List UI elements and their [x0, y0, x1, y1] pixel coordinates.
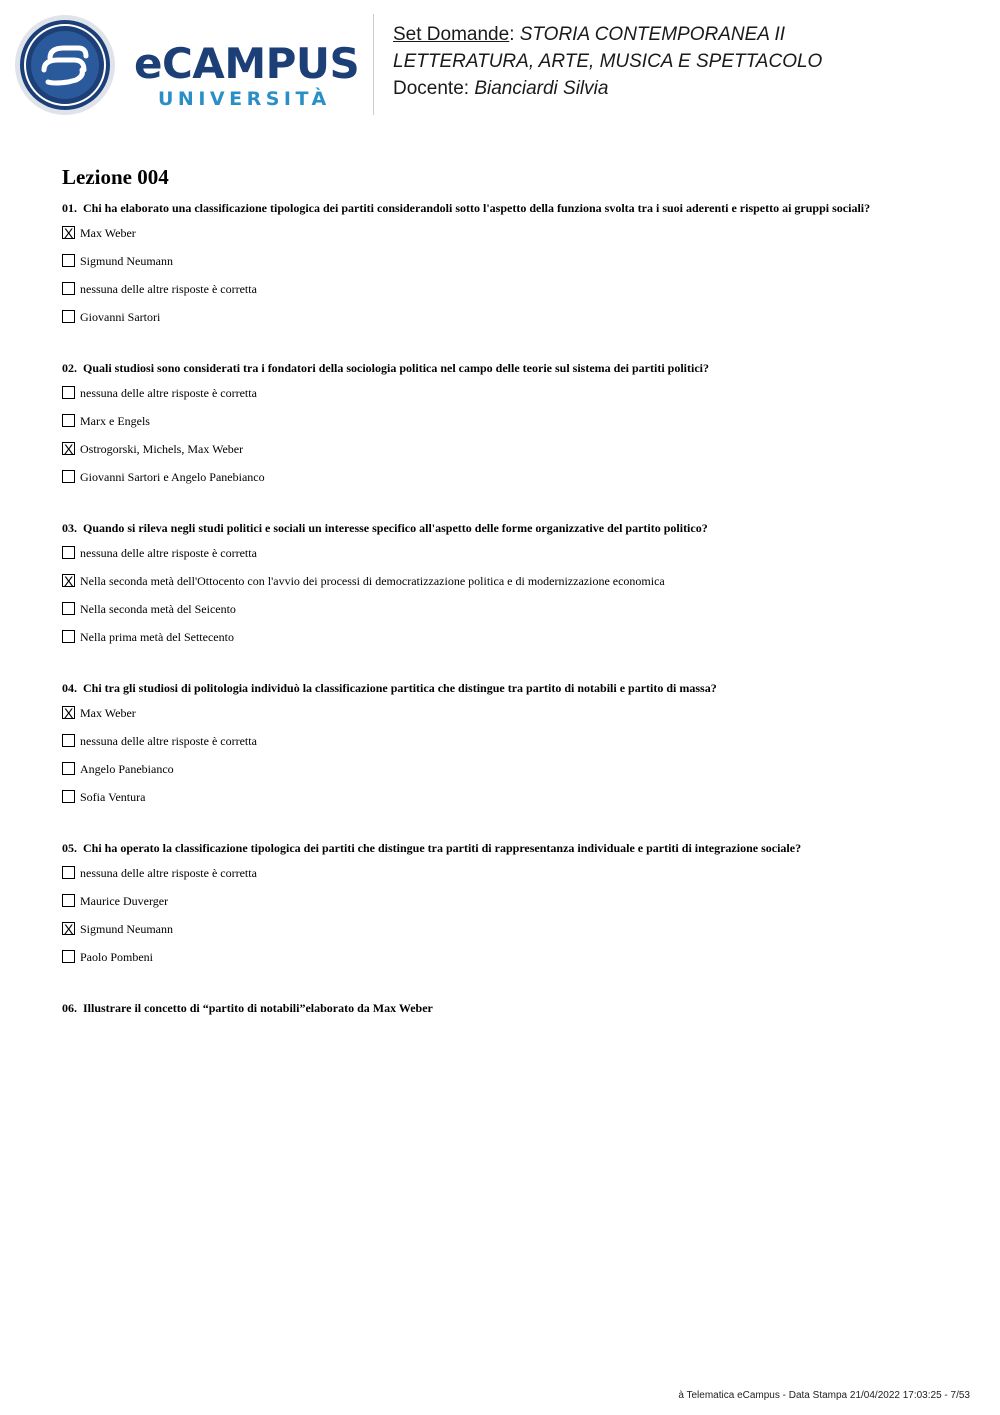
- answer-label: Sigmund Neumann: [80, 922, 173, 936]
- answer-label: Paolo Pombeni: [80, 950, 154, 964]
- answer-label: Sigmund Neumann: [80, 254, 173, 268]
- answer-option[interactable]: [62, 469, 962, 497]
- page-header: [0, 0, 1000, 130]
- answer-label: Max Weber: [80, 226, 136, 240]
- checked-checkbox[interactable]: [62, 574, 75, 587]
- answer-label: Angelo Panebianco: [80, 762, 174, 776]
- question-item: [62, 1000, 962, 1016]
- logo-sub-text: UNIVERSITÀ: [158, 88, 331, 110]
- empty-checkbox[interactable]: [62, 282, 75, 295]
- check-mark-icon: X: [64, 705, 74, 721]
- question-text: [62, 520, 962, 536]
- question-list: [62, 200, 962, 1016]
- answer-option[interactable]: [62, 441, 962, 469]
- answer-label: Ostrogorski, Michels, Max Weber: [80, 442, 244, 456]
- set-separator: :: [509, 24, 520, 45]
- answer-option[interactable]: [62, 309, 962, 337]
- answer-option[interactable]: [62, 253, 962, 281]
- question-prompt: Chi ha elaborato una classificazione tipologica dei partiti considerandoli sotto l'aspetto della funziona svolta tra i suoi aderenti e rispetto ai gruppi sociali?: [83, 201, 871, 215]
- answer-option[interactable]: [62, 385, 962, 413]
- header-divider: [373, 14, 374, 115]
- teacher-name: Bianciardi Silvia: [474, 78, 609, 99]
- checked-checkbox[interactable]: [62, 922, 75, 935]
- question-item: [62, 200, 962, 337]
- answer-option[interactable]: [62, 865, 962, 893]
- question-number: 02.: [62, 361, 77, 375]
- answer-label: nessuna delle altre risposte è corretta: [80, 546, 257, 560]
- lesson-title: Lezione 004: [62, 165, 169, 189]
- course-line-2: [393, 48, 822, 75]
- empty-checkbox[interactable]: [62, 894, 75, 907]
- course-title-2: LETTERATURA, ARTE, MUSICA E SPETTACOLO: [393, 51, 823, 72]
- checked-checkbox[interactable]: [62, 706, 75, 719]
- teacher-line: [393, 75, 822, 102]
- answer-option[interactable]: [62, 225, 962, 253]
- answer-option[interactable]: [62, 629, 962, 657]
- answer-label: nessuna delle altre risposte è corretta: [80, 866, 257, 880]
- ecampus-wordmark-logo: [130, 40, 360, 112]
- question-text: [62, 840, 962, 856]
- course-info: [393, 21, 822, 102]
- answer-label: nessuna delle altre risposte è corretta: [80, 282, 257, 296]
- question-text: [62, 1000, 962, 1016]
- answer-option[interactable]: [62, 601, 962, 629]
- answer-option[interactable]: [62, 733, 962, 761]
- empty-checkbox[interactable]: [62, 414, 75, 427]
- question-item: [62, 520, 962, 657]
- answer-label: nessuna delle altre risposte è corretta: [80, 386, 257, 400]
- answer-option[interactable]: [62, 545, 962, 573]
- empty-checkbox[interactable]: [62, 602, 75, 615]
- answer-option[interactable]: [62, 705, 962, 733]
- page-footer: à Telematica eCampus - Data Stampa 21/04/2022 17:03:25 - 7/53: [678, 1390, 970, 1401]
- empty-checkbox[interactable]: [62, 254, 75, 267]
- answer-label: nessuna delle altre risposte è corretta: [80, 734, 257, 748]
- question-item: [62, 360, 962, 497]
- answer-label: Maurice Duverger: [80, 894, 169, 908]
- question-prompt: Quando si rileva negli studi politici e sociali un interesse specifico all'aspetto delle forme organizzative del partito politico?: [83, 521, 708, 535]
- question-number: 04.: [62, 681, 77, 695]
- empty-checkbox[interactable]: [62, 762, 75, 775]
- question-text: [62, 200, 962, 216]
- answer-label: Nella seconda metà dell'Ottocento con l'avvio dei processi di democratizzazione politica e di modernizzazione economica: [80, 574, 665, 588]
- question-prompt: Chi tra gli studiosi di politologia individuò la classificazione partitica che distingue tra partito di notabili e partito di massa?: [83, 681, 717, 695]
- answer-label: Nella prima metà del Settecento: [80, 630, 234, 644]
- logo-main-text: eCAMPUS: [134, 39, 360, 88]
- check-mark-icon: X: [64, 921, 74, 937]
- answer-label: Max Weber: [80, 706, 136, 720]
- answer-option[interactable]: [62, 893, 962, 921]
- check-mark-icon: X: [64, 441, 74, 457]
- empty-checkbox[interactable]: [62, 630, 75, 643]
- course-line-1: [393, 21, 822, 48]
- question-item: [62, 680, 962, 817]
- answer-option[interactable]: [62, 949, 962, 977]
- answer-label: Giovanni Sartori: [80, 310, 161, 324]
- empty-checkbox[interactable]: [62, 310, 75, 323]
- question-text: [62, 360, 962, 376]
- answer-option[interactable]: [62, 761, 962, 789]
- answer-option[interactable]: [62, 281, 962, 309]
- question-prompt: Chi ha operato la classificazione tipologica dei partiti che distingue tra partiti di rappresentanza individuale e partiti di integrazione sociale?: [83, 841, 802, 855]
- empty-checkbox[interactable]: [62, 866, 75, 879]
- check-mark-icon: X: [64, 573, 74, 589]
- answer-option[interactable]: [62, 573, 962, 601]
- answer-label: Nella seconda metà del Seicento: [80, 602, 236, 616]
- answer-option[interactable]: [62, 413, 962, 441]
- check-mark-icon: X: [64, 225, 74, 241]
- question-prompt: Quali studiosi sono considerati tra i fondatori della sociologia politica nel campo delle teorie sul sistema dei partiti politici?: [83, 361, 709, 375]
- teacher-label: Docente:: [393, 78, 475, 99]
- question-text: [62, 680, 962, 696]
- question-prompt: Illustrare il concetto di “partito di notabili”elaborato da Max Weber: [83, 1001, 433, 1015]
- checked-checkbox[interactable]: [62, 442, 75, 455]
- question-number: 01.: [62, 201, 77, 215]
- empty-checkbox[interactable]: [62, 386, 75, 399]
- answer-option[interactable]: [62, 921, 962, 949]
- course-title-1: STORIA CONTEMPORANEA II: [519, 24, 786, 45]
- question-number: 05.: [62, 841, 77, 855]
- answer-option[interactable]: [62, 789, 962, 817]
- answer-label: Sofia Ventura: [80, 790, 146, 804]
- question-number: 06.: [62, 1001, 77, 1015]
- empty-checkbox[interactable]: [62, 470, 75, 483]
- answer-label: Giovanni Sartori e Angelo Panebianco: [80, 470, 265, 484]
- empty-checkbox[interactable]: [62, 790, 75, 803]
- empty-checkbox[interactable]: [62, 950, 75, 963]
- university-seal-logo: [14, 14, 116, 116]
- question-set: [62, 158, 962, 1039]
- answer-label: Marx e Engels: [80, 414, 150, 428]
- set-label: Set Domande: [393, 24, 510, 45]
- empty-checkbox[interactable]: [62, 546, 75, 559]
- checked-checkbox[interactable]: [62, 226, 75, 239]
- question-number: 03.: [62, 521, 77, 535]
- empty-checkbox[interactable]: [62, 734, 75, 747]
- question-item: [62, 840, 962, 977]
